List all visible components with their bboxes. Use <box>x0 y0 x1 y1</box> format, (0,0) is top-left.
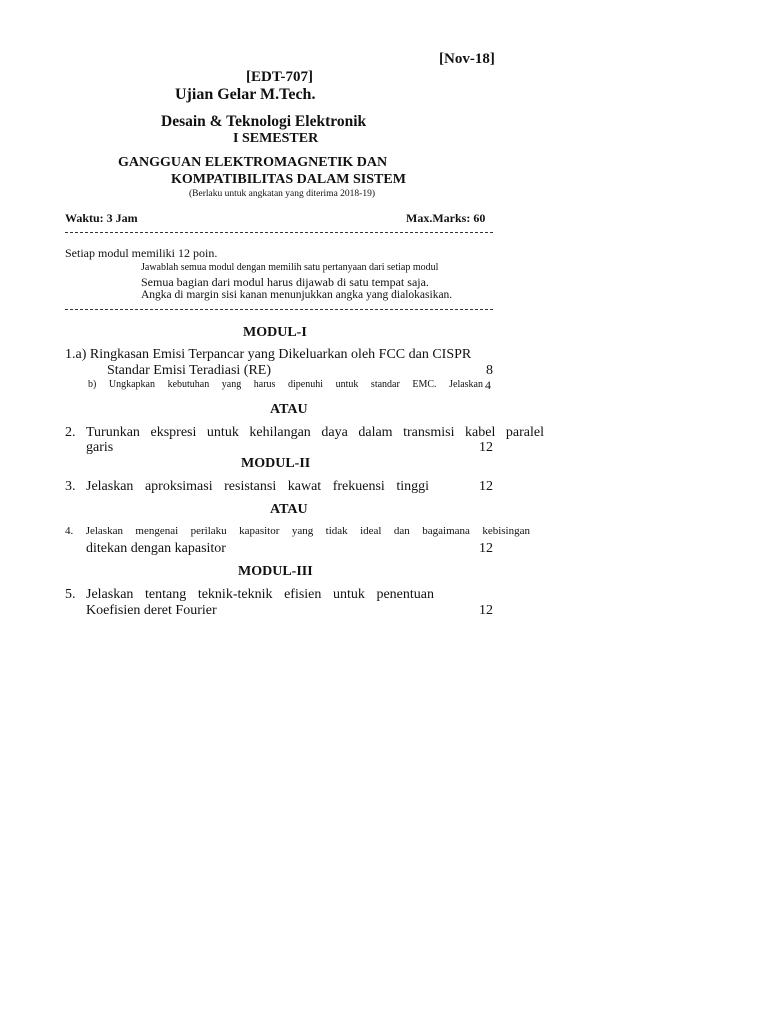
question-2-text: Turunkan ekspresi untuk kehilangan daya dalam transmisi kabel paralel <box>86 425 544 440</box>
question-2-number: 2. <box>65 425 76 440</box>
question-4 <box>65 525 530 537</box>
question-2-continued: garis <box>86 440 114 455</box>
question-1a: 1.a) Ringkasan Emisi Terpancar yang Dikeluarkan oleh FCC dan CISPR <box>65 347 472 362</box>
semester: I SEMESTER <box>233 131 319 146</box>
instruction-2: Jawablah semua modul dengan memilih satu pertanyaan dari setiap modul <box>141 262 439 273</box>
question-1a-marks: 8 <box>486 363 493 378</box>
question-5-number: 5. <box>65 587 76 602</box>
module-2-heading: MODUL-II <box>241 456 311 471</box>
exam-date: [Nov-18] <box>439 51 495 67</box>
question-1b <box>88 379 483 390</box>
instruction-1: Setiap modul memiliki 12 poin. <box>65 246 218 260</box>
question-3-number: 3. <box>65 479 76 494</box>
program-name: Desain & Teknologi Elektronik <box>161 113 367 130</box>
module-1-heading: MODUL-I <box>243 325 307 340</box>
question-1b-text: b) Ungkapkan kebutuhan yang harus dipenuhi untuk standar EMC. Jelaskan <box>88 379 483 390</box>
question-1a-continued: Standar Emisi Teradiasi (RE) <box>107 363 272 378</box>
applicability-note: (Berlaku untuk angkatan yang diterima 2018-19) <box>189 189 375 199</box>
question-1b-marks: 4 <box>485 378 491 392</box>
question-4-text: 4. Jelaskan mengenai perilaku kapasitor yang tidak ideal dan bagaimana kebisingan <box>65 525 530 537</box>
question-4-continued: ditekan dengan kapasitor <box>86 541 226 556</box>
or-divider-1: ATAU <box>270 402 308 417</box>
question-5 <box>86 587 434 603</box>
subject-line-1: GANGGUAN ELEKTROMAGNETIK DAN <box>118 155 388 170</box>
module-3-heading: MODUL-III <box>238 564 313 579</box>
question-3-marks: 12 <box>479 479 493 494</box>
divider-bottom <box>65 309 493 310</box>
course-code: [EDT-707] <box>246 69 313 85</box>
question-5-continued: Koefisien deret Fourier <box>86 603 217 618</box>
question-5-text: Jelaskan tentang teknik-teknik efisien untuk penentuan <box>86 587 434 602</box>
question-2 <box>86 425 544 441</box>
max-marks: Max.Marks: 60 <box>406 211 486 225</box>
question-4-marks: 12 <box>479 541 493 556</box>
exam-duration: Waktu: 3 Jam <box>65 211 138 225</box>
question-3 <box>86 479 429 495</box>
exam-title: Ujian Gelar M.Tech. <box>175 86 316 103</box>
instruction-3: Semua bagian dari modul harus dijawab di satu tempat saja. <box>141 275 429 289</box>
question-2-marks: 12 <box>479 440 493 455</box>
instruction-4: Angka di margin sisi kanan menunjukkan angka yang dialokasikan. <box>141 289 453 301</box>
question-5-marks: 12 <box>479 603 493 618</box>
subject-line-2: KOMPATIBILITAS DALAM SISTEM <box>171 172 406 187</box>
question-3-text: Jelaskan aproksimasi resistansi kawat frekuensi tinggi <box>86 479 429 494</box>
or-divider-2: ATAU <box>270 502 308 517</box>
divider-top <box>65 232 493 233</box>
